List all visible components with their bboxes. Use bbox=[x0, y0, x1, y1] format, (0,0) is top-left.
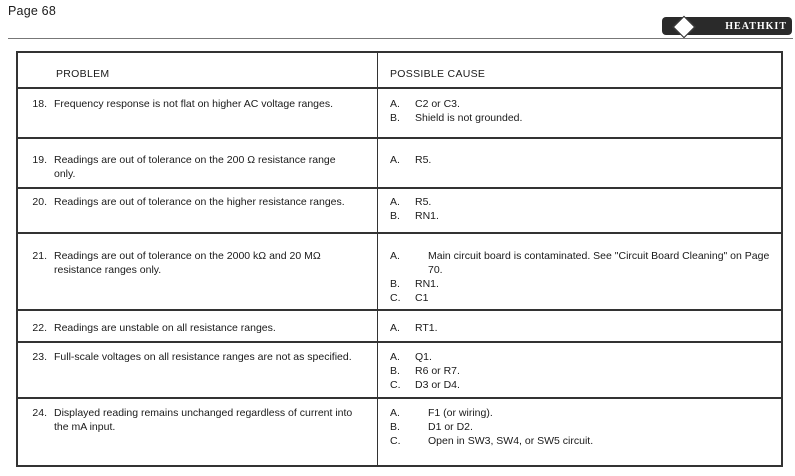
cause-item bbox=[390, 277, 770, 291]
problem-cell bbox=[32, 97, 359, 111]
cause-letter: C. bbox=[390, 292, 401, 304]
cause-text: RT1. bbox=[415, 322, 438, 334]
problem-text: Readings are out of tolerance on the 200 Ω resistance range only. bbox=[54, 154, 336, 180]
header-possible-cause: POSSIBLE CAUSE bbox=[390, 68, 486, 80]
heathkit-logo bbox=[662, 17, 792, 35]
cause-item bbox=[390, 249, 770, 277]
problem-cell bbox=[32, 195, 359, 209]
problem-text: Full-scale voltages on all resistance ranges are not as specified. bbox=[54, 351, 352, 363]
cause-item bbox=[390, 321, 770, 335]
row-separator bbox=[18, 232, 781, 234]
problem-number: 23. bbox=[32, 351, 47, 363]
cause-letter: B. bbox=[390, 112, 400, 124]
cause-item bbox=[390, 378, 770, 392]
cause-letter: A. bbox=[390, 351, 400, 363]
cause-letter: B. bbox=[390, 210, 400, 222]
problem-cell bbox=[32, 321, 359, 335]
cause-item bbox=[390, 209, 770, 223]
column-divider bbox=[377, 53, 378, 465]
cause-text: Open in SW3, SW4, or SW5 circuit. bbox=[428, 435, 594, 447]
cause-text: Q1. bbox=[415, 351, 432, 363]
logo-text: HEATHKIT bbox=[725, 20, 787, 32]
problem-number: 19. bbox=[32, 154, 47, 166]
cause-item bbox=[390, 350, 770, 364]
cause-letter: A. bbox=[390, 322, 400, 334]
cause-text: F1 (or wiring). bbox=[428, 407, 493, 419]
cause-cell bbox=[390, 350, 770, 392]
problem-number: 22. bbox=[32, 322, 47, 334]
cause-letter: A. bbox=[390, 196, 400, 208]
cause-item bbox=[390, 195, 770, 209]
cause-cell bbox=[390, 321, 770, 335]
row-separator bbox=[18, 187, 781, 189]
cause-text: D1 or D2. bbox=[428, 421, 473, 433]
cause-text: R6 or R7. bbox=[415, 365, 460, 377]
cause-item bbox=[390, 97, 770, 111]
cause-letter: B. bbox=[390, 365, 400, 377]
cause-letter: A. bbox=[390, 250, 400, 262]
cause-text: R5. bbox=[415, 154, 432, 166]
cause-cell bbox=[390, 195, 770, 223]
header-rule bbox=[8, 38, 793, 39]
problem-number: 20. bbox=[32, 196, 47, 208]
cause-text: R5. bbox=[415, 196, 432, 208]
row-separator bbox=[18, 137, 781, 139]
cause-cell bbox=[390, 97, 770, 125]
cause-letter: A. bbox=[390, 98, 400, 110]
cause-letter: A. bbox=[390, 154, 400, 166]
problem-cell bbox=[32, 406, 359, 434]
cause-cell bbox=[390, 249, 770, 305]
cause-letter: A. bbox=[390, 407, 400, 419]
cause-item bbox=[390, 406, 770, 420]
cause-text: RN1. bbox=[415, 278, 439, 290]
cause-text: C2 or C3. bbox=[415, 98, 460, 110]
cause-letter: B. bbox=[390, 421, 400, 433]
troubleshooting-table bbox=[16, 51, 783, 467]
logo-diamond-icon bbox=[673, 16, 696, 39]
problem-number: 24. bbox=[32, 407, 47, 419]
problem-cell bbox=[32, 153, 359, 181]
problem-number: 18. bbox=[32, 98, 47, 110]
row-separator bbox=[18, 397, 781, 399]
problem-number: 21. bbox=[32, 250, 47, 262]
cause-cell bbox=[390, 406, 770, 448]
cause-letter: B. bbox=[390, 278, 400, 290]
problem-cell bbox=[32, 350, 359, 364]
cause-text: Shield is not grounded. bbox=[415, 112, 523, 124]
row-separator bbox=[18, 341, 781, 343]
cause-letter: C. bbox=[390, 435, 401, 447]
problem-text: Readings are out of tolerance on the 2000 kΩ and 20 MΩ resistance ranges only. bbox=[54, 250, 321, 276]
problem-cell bbox=[32, 249, 359, 277]
problem-text: Displayed reading remains unchanged regardless of current into the mA input. bbox=[54, 407, 353, 433]
cause-item bbox=[390, 111, 770, 125]
cause-text: C1 bbox=[415, 292, 429, 304]
row-separator bbox=[18, 87, 781, 89]
problem-text: Readings are out of tolerance on the higher resistance ranges. bbox=[54, 196, 345, 208]
problem-text: Frequency response is not flat on higher AC voltage ranges. bbox=[54, 98, 333, 110]
cause-text: RN1. bbox=[415, 210, 439, 222]
cause-letter: C. bbox=[390, 379, 401, 391]
row-separator bbox=[18, 309, 781, 311]
cause-cell bbox=[390, 153, 770, 167]
header-problem: PROBLEM bbox=[56, 68, 110, 80]
problem-text: Readings are unstable on all resistance ranges. bbox=[54, 322, 276, 334]
cause-item bbox=[390, 434, 770, 448]
page-number: Page 68 bbox=[8, 4, 56, 18]
cause-text: Main circuit board is contaminated. See "Circuit Board Cleaning" on Page 70. bbox=[428, 250, 770, 276]
cause-item bbox=[390, 153, 770, 167]
cause-text: D3 or D4. bbox=[415, 379, 460, 391]
cause-item bbox=[390, 364, 770, 378]
cause-item bbox=[390, 420, 770, 434]
cause-item bbox=[390, 291, 770, 305]
